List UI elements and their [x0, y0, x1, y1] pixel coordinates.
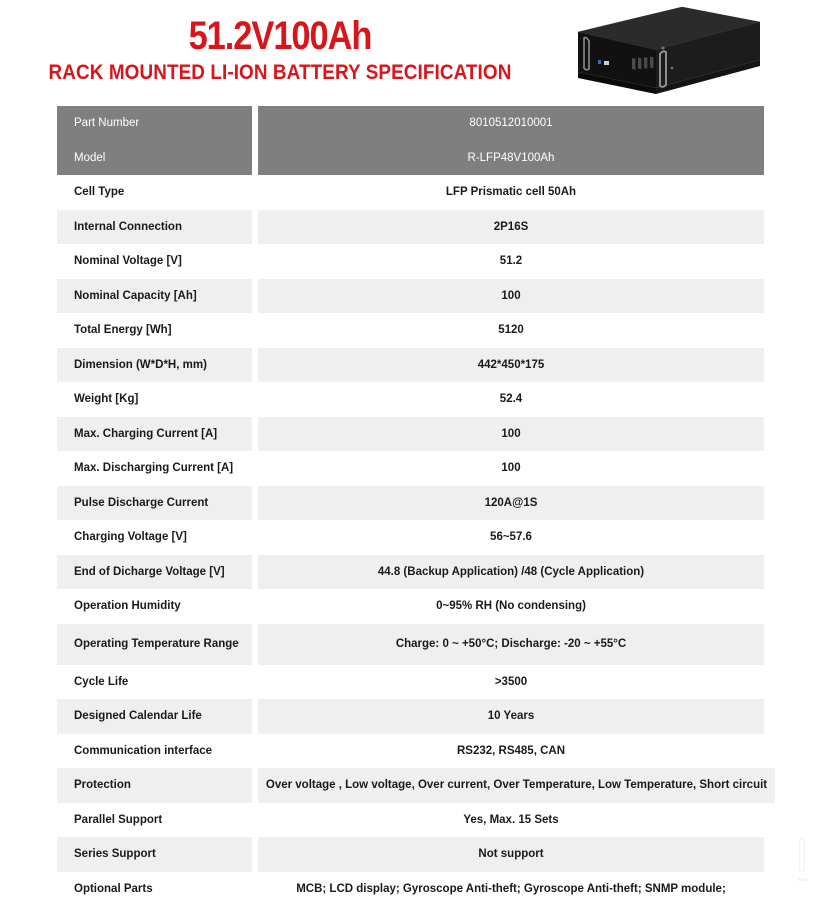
spec-row	[57, 589, 764, 624]
spec-value: LFP Prismatic cell 50Ah	[445, 186, 577, 199]
spec-label: Pulse Discharge Current	[74, 496, 209, 509]
spec-value: Yes, Max. 15 Sets	[463, 813, 559, 826]
spec-label: Dimension (W*D*H, mm)	[74, 358, 207, 371]
spec-value: 100	[501, 427, 521, 440]
spec-row	[57, 699, 764, 734]
spec-label: Nominal Voltage [V]	[74, 255, 182, 268]
spec-row	[57, 279, 764, 314]
spec-label: Designed Calendar Life	[74, 710, 202, 723]
spec-label: Protection	[74, 779, 131, 792]
spec-value: 44.8 (Backup Application) /48 (Cycle Application)	[377, 565, 645, 578]
spec-value: 56~57.6	[490, 531, 532, 544]
spec-value: 100	[501, 462, 521, 475]
spec-label: Operation Humidity	[74, 600, 181, 613]
spec-value: 100	[501, 289, 521, 302]
spec-row	[57, 872, 764, 907]
spec-value: 2P16S	[493, 220, 529, 233]
spec-row	[57, 417, 764, 452]
spec-value: 0~95% RH (No condensing)	[436, 600, 586, 613]
spec-label: Max. Charging Current [A]	[74, 427, 218, 440]
spec-row	[57, 520, 764, 555]
page-edge-artifact	[797, 838, 807, 898]
spec-value: 51.2	[499, 255, 523, 268]
spec-label: Communication interface	[74, 744, 213, 757]
spec-row	[57, 555, 764, 590]
page-title: 51.2V100Ah	[188, 14, 372, 58]
spec-value: 5120	[498, 324, 524, 337]
spec-row	[57, 486, 764, 521]
edge-artifact-bar	[799, 838, 805, 872]
spec-row	[57, 837, 764, 872]
spec-label: Nominal Capacity [Ah]	[74, 289, 197, 302]
spec-label: End of Dicharge Voltage [V]	[74, 565, 225, 578]
specification-table	[0, 106, 815, 906]
page-header	[0, 0, 815, 106]
spec-label: Optional Parts	[74, 882, 153, 895]
spec-label: Cell Type	[74, 186, 125, 199]
spec-row	[57, 175, 764, 210]
spec-value: MCB; LCD display; Gyroscope Anti-theft; Gyroscope Anti-theft; SNMP module;	[296, 882, 726, 895]
spec-label: Cycle Life	[74, 675, 129, 688]
spec-label: Part Number	[74, 117, 140, 130]
spec-value: 10 Years	[487, 710, 535, 723]
spec-label: Internal Connection	[74, 220, 182, 233]
spec-label: Weight [Kg]	[74, 393, 139, 406]
spec-row	[57, 106, 764, 141]
spec-label: Charging Voltage [V]	[74, 531, 187, 544]
spec-value: Over voltage , Low voltage, Over current, Over Temperature, Low Temperature, Short circuit	[265, 779, 768, 792]
spec-value: Charge: 0 ~ +50°C; Discharge: -20 ~ +55°C	[395, 638, 627, 650]
spec-label: Operating Temperature Range	[74, 638, 239, 650]
spec-row	[57, 624, 764, 665]
spec-value: >3500	[494, 675, 528, 688]
spec-value: 442*450*175	[477, 358, 545, 371]
spec-row	[57, 665, 764, 700]
spec-row	[57, 768, 775, 803]
spec-label: Total Energy [Wh]	[74, 324, 172, 337]
spec-row	[57, 451, 764, 486]
spec-value: 8010512010001	[469, 117, 553, 130]
spec-row	[57, 803, 764, 838]
battery-product-image	[560, 2, 775, 102]
title-block	[0, 14, 560, 85]
spec-value: 120A@1S	[484, 496, 538, 509]
rack-battery-illustration	[560, 2, 775, 102]
spec-row	[57, 348, 764, 383]
spec-row	[57, 382, 764, 417]
spec-value: RS232, RS485, CAN	[456, 744, 566, 757]
page-subtitle: RACK MOUNTED LI-ION BATTERY SPECIFICATION	[48, 61, 512, 84]
spec-label: Model	[74, 151, 106, 164]
spec-row	[57, 141, 764, 176]
spec-label: Max. Discharging Current [A]	[74, 462, 234, 475]
spec-row	[57, 734, 764, 769]
spec-value: 52.4	[499, 393, 523, 406]
spec-value: Not support	[478, 848, 544, 861]
spec-row	[57, 244, 764, 279]
edge-artifact-foot	[798, 878, 807, 881]
spec-row	[57, 313, 764, 348]
spec-label: Parallel Support	[74, 813, 163, 826]
spec-row	[57, 210, 764, 245]
spec-value: R-LFP48V100Ah	[467, 151, 555, 164]
spec-label: Series Support	[74, 848, 156, 861]
